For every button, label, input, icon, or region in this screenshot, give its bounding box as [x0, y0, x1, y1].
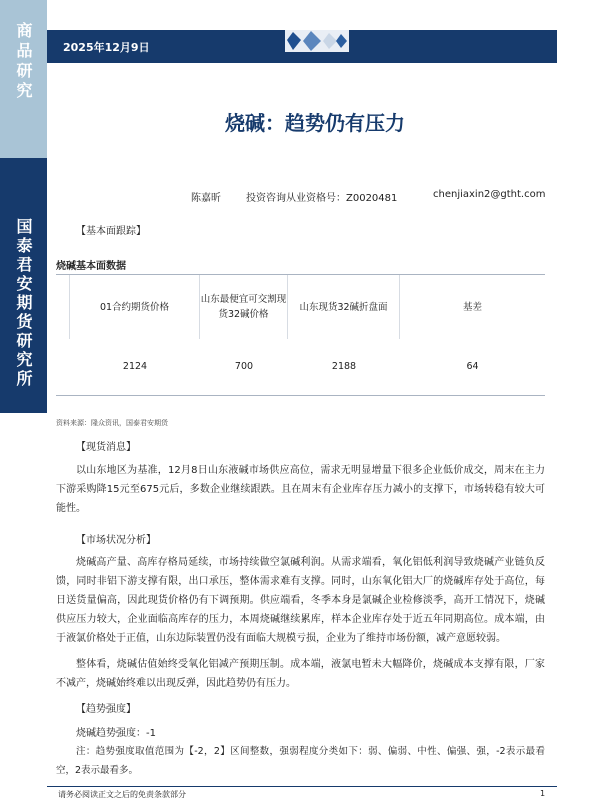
fundamentals-table: [56, 274, 545, 396]
author-name: 陈嘉昕: [191, 193, 221, 204]
page-number: 1: [540, 789, 546, 798]
fundamentals-section-tag: 【基本面跟踪】: [76, 226, 146, 237]
fundamentals-subhead: 烧碱基本面数据: [56, 261, 126, 272]
trend-note: 注：趋势强度取值范围为【-2，2】区间整数，强弱程度分类如下：弱、偏弱、中性、偏强、强，-2表示最看空，2表示最看多。: [56, 746, 545, 776]
table-header-cell: 山东最便宜可交割现货32碱价格: [200, 275, 288, 339]
trend-section-tag: 【趋势强度】: [76, 704, 136, 715]
author-email[interactable]: chenjiaxin2@gtht.com: [433, 189, 546, 200]
table-cell: 700: [234, 361, 254, 372]
trend-strength: 烧碱趋势强度：-1: [76, 728, 156, 739]
report-date: 2025年12月9日: [63, 41, 150, 54]
sidebar-institute-label: 国泰君安期货研究所: [14, 218, 33, 389]
report-title: 烧碱：趋势仍有压力: [225, 111, 405, 135]
table-header-cell: 山东现货32碱折盘面: [288, 275, 400, 339]
table-cell: 2124: [122, 361, 148, 372]
market-analysis-paragraph: 烧碱高产量、高库存格局延续，市场持续做空氯碱利润。从需求端看，氧化铝低利润导致烧碱产业链负反馈，同时非铝下游支撑有限，出口承压，整体需求难有支撑。同时，山东氧化铝大厂的烧碱库存处于高位，每日送货量偏高，因此现货价格仍有下调预期。供应端看，冬季本身是氯碱企业检修淡季，高开工情况下，烧碱供应压力较大，企业面临高库存的压力，本周烧碱继续累库，样本企业库存处于近五年同期高位。成本端，由于液氯价格处于正值，山东边际装置仍没有面临大规模亏损，企业为了维持市场份额，减产意愿较弱。: [56, 557, 545, 644]
crystal-logo-icon: [285, 30, 349, 52]
header-bar: [47, 30, 557, 63]
table-header-cell: 基差: [462, 301, 482, 313]
market-analysis-section-tag: 【市场状况分析】: [76, 535, 156, 546]
disclaimer-note: 请务必阅读正文之后的免责条款部分: [58, 790, 186, 799]
sidebar-category-label: 商品研究: [14, 22, 33, 102]
table-header-cell: 01合约期货价格: [70, 275, 200, 339]
spot-news-section-tag: 【现货消息】: [76, 442, 136, 453]
author-qualification: 投资咨询从业资格号：Z0020481: [246, 193, 398, 204]
table-cell: 64: [466, 361, 479, 372]
table-source-note: 资料来源：隆众资讯，国泰君安期货: [56, 419, 168, 427]
spot-news-paragraph: 以山东地区为基准，12月8日山东液碱市场供应高位，需求无明显增量下很多企业低价成交，周末在主力下游采购降15元至675元后，多数企业继续跟跌。且在周末有企业库存压力减小的支撑下，市场转稳有较大可能性。: [56, 465, 545, 514]
market-analysis-summary: 整体看，烧碱估值始终受氧化铝减产预期压制。成本端，液氯电暂未大幅降价，烧碱成本支撑有限，厂家不减产，烧碱始终难以出现反弹，因此趋势仍有压力。: [56, 659, 545, 689]
table-cell: 2188: [331, 361, 357, 372]
footer-divider: [47, 786, 557, 787]
table-row: [56, 339, 545, 394]
table-header-row: [56, 275, 545, 339]
